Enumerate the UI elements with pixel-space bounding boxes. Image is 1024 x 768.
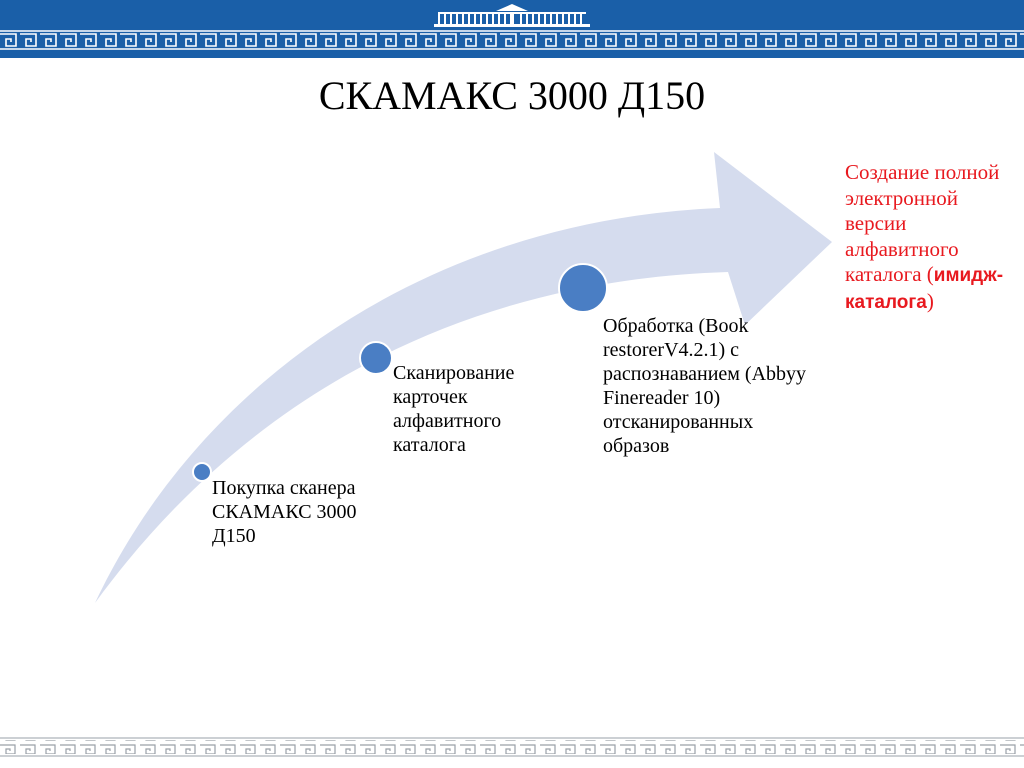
slide-title: СКАМАКС 3000 Д150	[318, 73, 706, 118]
result-label	[845, 160, 1015, 315]
result-bold: имидж-каталога	[845, 265, 1004, 313]
result-suffix: )	[926, 288, 934, 313]
stage-3-label: Обработка (Book restorerV4.2.1) с распознаванием (Abbyy Finereader 10) отсканированных образов	[603, 315, 807, 457]
stage-1-label: Покупка сканера СКАМАКС 3000 Д150	[212, 477, 357, 547]
bottom-border	[0, 738, 1024, 756]
result-prefix: Создание полной электронной версии алфавитного каталога (	[845, 160, 1000, 286]
stage-2-label: Сканирование карточек алфавитного каталога	[393, 362, 515, 456]
stage-1-marker	[193, 463, 211, 481]
stage-2-marker	[360, 342, 392, 374]
stage-3-marker	[559, 264, 607, 312]
